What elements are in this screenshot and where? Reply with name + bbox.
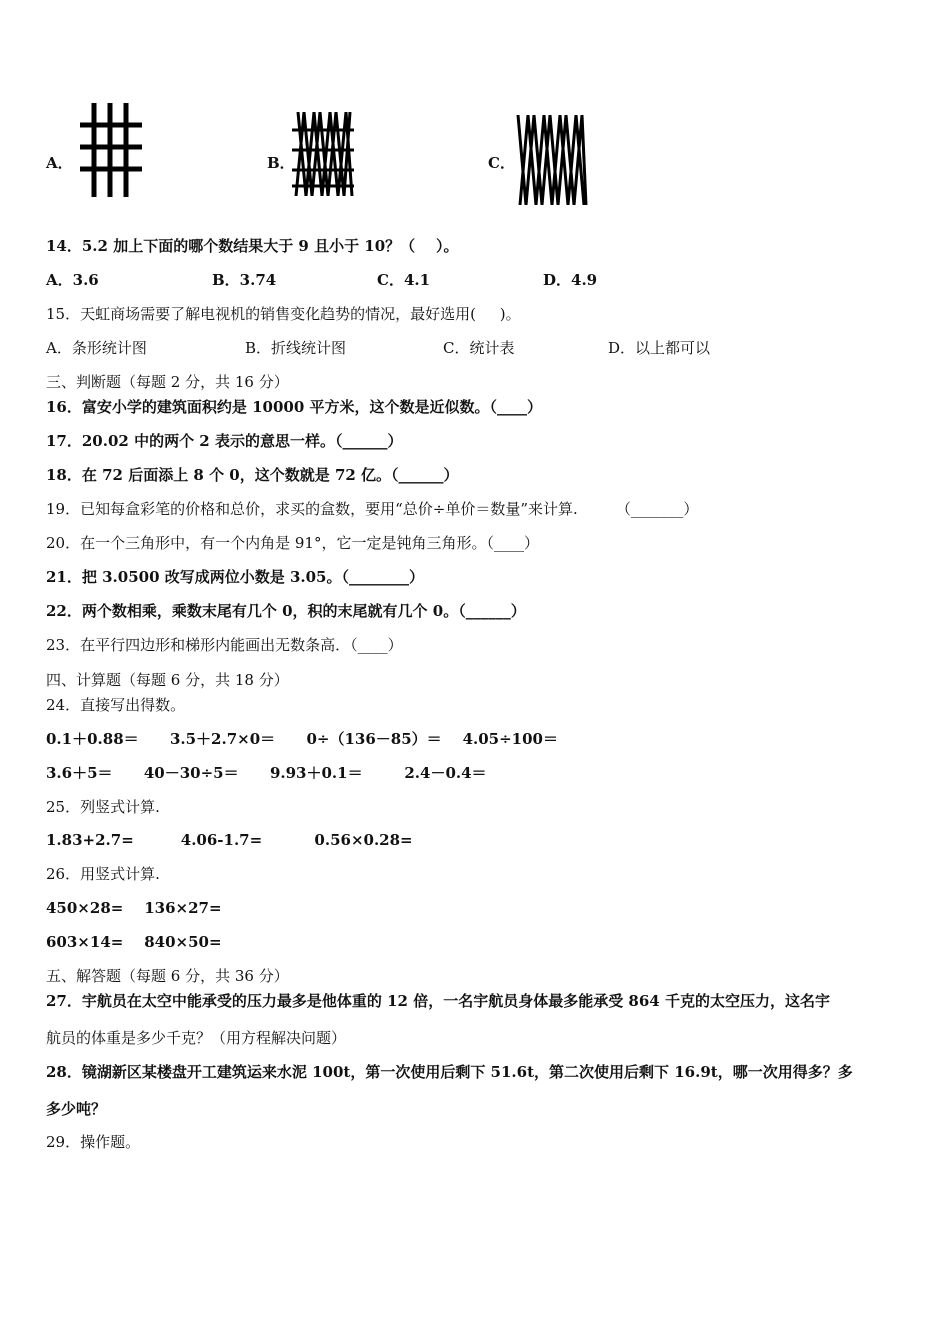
q19: 19．已知每盒彩笔的价格和总价，求买的盒数，要用“总价÷单价＝数量”来计算. （_______） <box>46 500 699 518</box>
q14-stem: 14．5.2 加上下面的哪个数结果大于 9 且小于 10？（ ）。 <box>46 237 459 255</box>
q26-row-1: 450×28= 136×27= <box>46 899 222 917</box>
q27-line-1: 27．宇航员在太空中能承受的压力最多是他体重的 12 倍，一名宇航员身体最多能承受 864 千克的太空压力，这名宇 <box>46 992 830 1010</box>
q20: 20．在一个三角形中，有一个内角是 91°，它一定是钝角三角形。（____） <box>46 534 539 552</box>
zigzag-lines-icon <box>516 115 588 205</box>
q21: 21．把 3.0500 改写成两位小数是 3.05。（________） <box>46 568 424 586</box>
q28-line-2: 多少吨？ <box>46 1100 107 1118</box>
q16: 16．富安小学的建筑面积约是 10000 平方米，这个数是近似数。（____） <box>46 398 543 416</box>
q24-row-2: 3.6＋5＝ 40－30÷5＝ 9.93＋0.1＝ 2.4－0.4＝ <box>46 764 487 782</box>
q14-option-c: C．4.1 <box>377 271 431 289</box>
section-4-heading: 四、计算题（每题 6 分，共 18 分） <box>46 671 289 689</box>
q14-option-d: D．4.9 <box>543 271 598 289</box>
section-3-heading: 三、判断题（每题 2 分，共 16 分） <box>46 373 289 391</box>
q15-stem: 15．天虹商场需要了解电视机的销售变化趋势的情况，最好选用( )。 <box>46 305 521 323</box>
q15-option-c: C．统计表 <box>443 339 515 357</box>
q24-row-1: 0.1＋0.88＝ 3.5＋2.7×0＝ 0÷（136－85）＝ 4.05÷100＝ <box>46 730 558 748</box>
option-b-label: B． <box>267 154 295 172</box>
q18: 18．在 72 后面添上 8 个 0，这个数就是 72 亿。（______） <box>46 466 459 484</box>
q14-option-a: A．3.6 <box>46 271 99 289</box>
option-c-label: C． <box>488 154 515 172</box>
q29: 29．操作题。 <box>46 1133 141 1151</box>
q25-row: 1.83+2.7= 4.06-1.7= 0.56×0.28= <box>46 831 413 849</box>
q15-option-b: B．折线统计图 <box>245 339 347 357</box>
q15-option-a: A．条形统计图 <box>46 339 147 357</box>
q17: 17．20.02 中的两个 2 表示的意思一样。（______） <box>46 432 403 450</box>
section-5-heading: 五、解答题（每题 6 分，共 36 分） <box>46 967 289 985</box>
option-a-label: A． <box>46 154 73 172</box>
q14-option-b: B．3.74 <box>212 271 277 289</box>
q15-option-d: D．以上都可以 <box>608 339 711 357</box>
q28-line-1: 28．镜湖新区某楼盘开工建筑运来水泥 100t，第一次使用后剩下 51.6t，第二次使用后剩下 16.9t，哪一次用得多？多 <box>46 1063 853 1081</box>
q24-stem: 24．直接写出得数。 <box>46 696 186 714</box>
zigzag-grid-icon <box>292 112 354 196</box>
q22: 22．两个数相乘，乘数末尾有几个 0，积的末尾就有几个 0。（______） <box>46 602 526 620</box>
q27-line-2: 航员的体重是多少千克？（用方程解决问题） <box>46 1029 347 1047</box>
q23: 23．在平行四边形和梯形内能画出无数条高．（____） <box>46 636 403 654</box>
q26-stem: 26．用竖式计算. <box>46 865 160 883</box>
q26-row-2: 603×14= 840×50= <box>46 933 222 951</box>
q25-stem: 25．列竖式计算. <box>46 798 160 816</box>
grid-lines-icon <box>78 103 144 197</box>
